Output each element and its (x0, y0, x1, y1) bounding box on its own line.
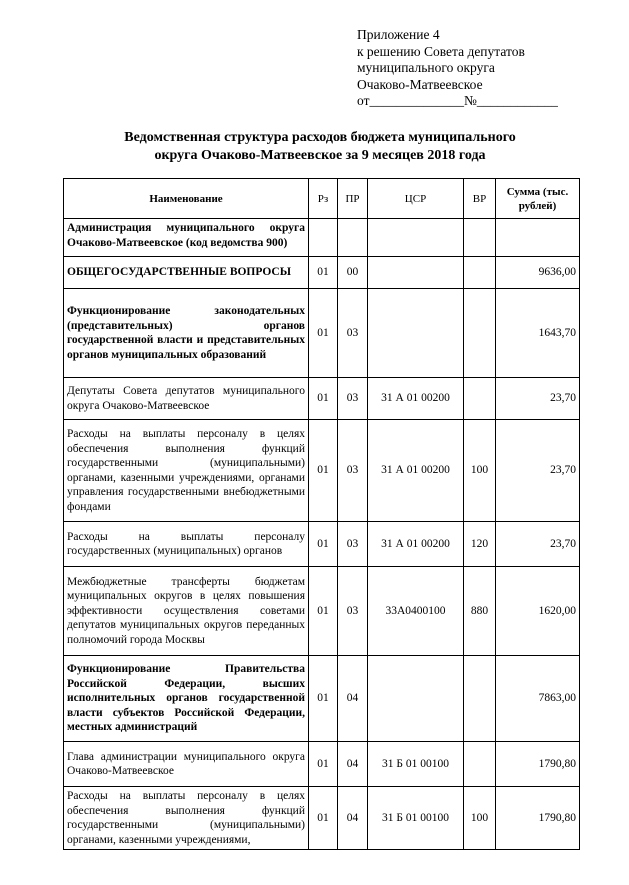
row-rz: 01 (309, 257, 338, 289)
row-vr (464, 257, 496, 289)
appendix-line: муниципального округа (357, 60, 495, 76)
row-pr (338, 219, 368, 257)
row-pr: 04 (338, 656, 368, 742)
row-vr (464, 219, 496, 257)
table-row (64, 378, 580, 420)
row-csr: 31 А 01 00200 (368, 378, 464, 420)
title-line: округа Очаково-Матвеевское за 9 месяцев 2018 года (154, 147, 486, 163)
row-csr (368, 219, 464, 257)
document-title (60, 129, 580, 164)
row-csr: 31 Б 01 00100 (368, 742, 464, 787)
row-name: Администрация муниципального округа Очаково-Матвеевское (код ведомства 900) (64, 219, 309, 257)
row-rz: 01 (309, 656, 338, 742)
row-csr: 31 А 01 00200 (368, 420, 464, 522)
appendix-line: к решению Совета депутатов (357, 43, 525, 59)
row-csr: 31 Б 01 00100 (368, 787, 464, 850)
header-pr: ПР (338, 179, 368, 219)
row-sum: 1643,70 (496, 289, 580, 378)
row-sum (496, 219, 580, 257)
table-row (64, 567, 580, 656)
row-vr (464, 656, 496, 742)
row-sum: 23,70 (496, 522, 580, 567)
header-name: Наименование (64, 179, 309, 219)
row-csr (368, 656, 464, 742)
row-name: Функционирование законодательных (представительных) органов государственной власти и представительных органов муниципальных образований (64, 289, 309, 378)
row-csr (368, 257, 464, 289)
row-rz: 01 (309, 420, 338, 522)
header-sum: Сумма (тыс. рублей) (496, 179, 580, 219)
header-rz: Рз (309, 179, 338, 219)
row-vr: 120 (464, 522, 496, 567)
row-rz: 01 (309, 567, 338, 656)
table-row (64, 522, 580, 567)
row-sum: 23,70 (496, 378, 580, 420)
row-name: Глава администрации муниципального округа Очаково-Матвеевское (64, 742, 309, 787)
row-pr: 03 (338, 378, 368, 420)
row-csr: 33А0400100 (368, 567, 464, 656)
table-row (64, 742, 580, 787)
row-name: Расходы на выплаты персоналу в целях обеспечения выполнения функций государственными (муниципальными) органами, казенными учреждениями, (64, 787, 309, 850)
row-vr (464, 742, 496, 787)
row-vr (464, 289, 496, 378)
row-pr: 03 (338, 289, 368, 378)
table-row (64, 219, 580, 257)
table-row (64, 289, 580, 378)
row-name: Расходы на выплаты персоналу государственных (муниципальных) органов (64, 522, 309, 567)
header-vr: ВР (464, 179, 496, 219)
row-vr: 100 (464, 420, 496, 522)
row-vr: 100 (464, 787, 496, 850)
row-sum: 23,70 (496, 420, 580, 522)
row-pr: 03 (338, 522, 368, 567)
row-name: Депутаты Совета депутатов муниципального округа Очаково-Матвеевское (64, 378, 309, 420)
appendix-line: от______________№____________ (357, 93, 558, 109)
table-header-row (64, 179, 580, 219)
table-row (64, 420, 580, 522)
row-name: Межбюджетные трансферты бюджетам муниципальных округов в целях повышения эффективности осуществления советами депутатов муниципальных округов переданных полномочий города Москвы (64, 567, 309, 656)
appendix-block (357, 27, 607, 110)
table-row (64, 257, 580, 289)
table-row (64, 787, 580, 850)
row-pr: 00 (338, 257, 368, 289)
row-sum: 7863,00 (496, 656, 580, 742)
row-rz: 01 (309, 289, 338, 378)
expenditure-table (63, 178, 580, 850)
row-name: Расходы на выплаты персоналу в целях обеспечения выполнения функций государственными (муниципальными) органами, казенными учреждениями, органами управления государственными внебюджетными фондами (64, 420, 309, 522)
row-sum: 1790,80 (496, 742, 580, 787)
row-vr (464, 378, 496, 420)
row-sum: 1790,80 (496, 787, 580, 850)
row-pr: 03 (338, 567, 368, 656)
row-vr: 880 (464, 567, 496, 656)
row-pr: 03 (338, 420, 368, 522)
row-name: Функционирование Правительства Российской Федерации, высших исполнительных органов государственной власти субъектов Российской Федерации, местных администраций (64, 656, 309, 742)
row-sum: 1620,00 (496, 567, 580, 656)
row-rz: 01 (309, 522, 338, 567)
appendix-line: Приложение 4 (357, 27, 440, 42)
row-rz: 01 (309, 742, 338, 787)
title-line: Ведомственная структура расходов бюджета муниципального (124, 130, 516, 145)
row-rz: 01 (309, 787, 338, 850)
appendix-line: Очаково-Матвеевское (357, 76, 483, 92)
row-name: ОБЩЕГОСУДАРСТВЕННЫЕ ВОПРОСЫ (64, 257, 309, 289)
row-pr: 04 (338, 742, 368, 787)
row-rz (309, 219, 338, 257)
row-sum: 9636,00 (496, 257, 580, 289)
row-csr: 31 А 01 00200 (368, 522, 464, 567)
row-csr (368, 289, 464, 378)
row-pr: 04 (338, 787, 368, 850)
row-rz: 01 (309, 378, 338, 420)
header-csr: ЦСР (368, 179, 464, 219)
table-row (64, 656, 580, 742)
